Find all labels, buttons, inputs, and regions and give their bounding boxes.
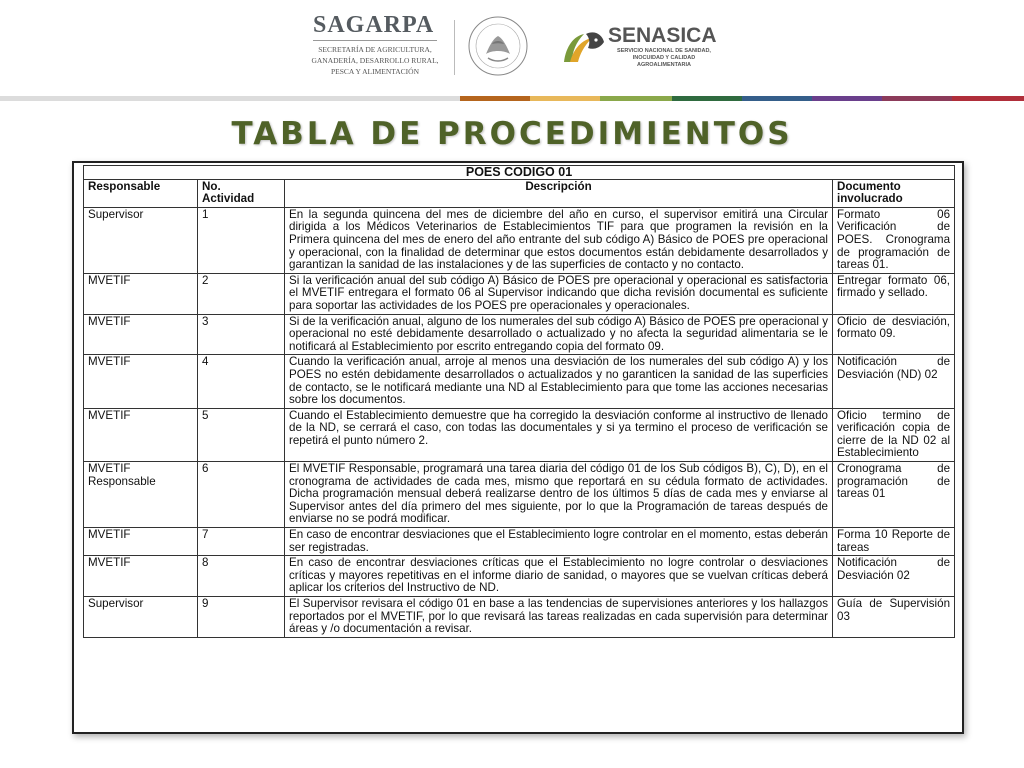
sagarpa-subtitle-line: PESCA Y ALIMENTACIÓN <box>330 67 419 76</box>
cell-responsable: MVETIF <box>84 314 198 355</box>
table-header-row <box>84 179 955 207</box>
cell-documento: Forma 10 Reporte de tareas <box>833 528 955 556</box>
sagarpa-subtitle-line: GANADERÍA, DESARROLLO RURAL, <box>311 56 439 65</box>
cell-no: 3 <box>198 314 285 355</box>
cell-documento: Oficio termino de verificación copia de cierre de la ND 02 al Establecimiento <box>833 408 955 461</box>
header-line: No. <box>202 179 221 193</box>
cell-documento: Guía de Supervisión 03 <box>833 597 955 638</box>
procedures-table <box>83 165 955 638</box>
senasica-logo-icon <box>560 26 606 66</box>
color-bar-segment <box>882 96 952 101</box>
cell-descripcion: Cuando el Establecimiento demuestre que ha corregido la desviación conforme al instructivo de llenado de la ND, se cerrará el caso, con todas las documentales y si ya termino el proceso de verificación se repetirá el punto número 2. <box>285 408 833 461</box>
cell-descripcion: En la segunda quincena del mes de diciembre del año en curso, el supervisor emitirá una Circular dirigida a los Médicos Veterinarios de Establecimientos TIF para que programen la revisión en la Primera quincena del mes de enero del año entrante del sub código A) Básico de POES pre operacional y operacional, con la finalidad de determinar que estos documentos están debidamente desarrollados y garantizan la sanidad de las instalaciones y de las superficies de contacto y no contacto. <box>285 207 833 273</box>
cell-descripcion: El Supervisor revisara el código 01 en base a las tendencias de supervisiones anteriores y los hallazgos reportados por el MVETIF, por lo que revisará las tareas realizadas en cada supervisión para determinar áreas y /o documentación a revisar. <box>285 597 833 638</box>
cell-documento: Cronograma de programación de tareas 01 <box>833 462 955 528</box>
table-row <box>84 355 955 408</box>
color-bar-segment <box>600 96 672 101</box>
cell-documento: Notificación de Desviación 02 <box>833 556 955 597</box>
table-row <box>84 408 955 461</box>
cell-descripcion: En caso de encontrar desviaciones que el Establecimiento logre controlar en el momento, estas deberán ser registradas. <box>285 528 833 556</box>
senasica-subtitle-line: SERVICIO NACIONAL DE SANIDAD, <box>617 48 711 54</box>
logo-divider <box>454 20 455 75</box>
table-row <box>84 273 955 314</box>
header-documento <box>833 179 955 207</box>
header-no-actividad <box>198 179 285 207</box>
cell-no: 7 <box>198 528 285 556</box>
table-row <box>84 314 955 355</box>
senasica-subtitle-line: INOCUIDAD Y CALIDAD <box>632 55 696 61</box>
header-responsable: Responsable <box>84 179 198 207</box>
sagarpa-logo-subtitle <box>305 44 445 77</box>
table-caption-row <box>84 166 955 180</box>
cell-descripcion: El MVETIF Responsable, programará una tarea diaria del código 01 de los Sub códigos B), C), D), en el cronograma de actividades de cada mes, mismo que reportará en su cédula formato de actividades. Dicha programación mensual deberá realizarse dentro de los últimos 5 días de cada mes y enviarse al Supervisor antes del día primero del mes siguiente, por lo que la Programación de tareas después de enviarse no se podrá modificar. <box>285 462 833 528</box>
header-line: Documento <box>837 179 901 193</box>
table-row <box>84 462 955 528</box>
senasica-logo-title: SENASICA <box>608 24 717 47</box>
cell-documento: Oficio de desviación, formato 09. <box>833 314 955 355</box>
mexican-seal-icon <box>466 14 530 78</box>
table-row <box>84 207 955 273</box>
cell-descripcion: Cuando la verificación anual, arroje al menos una desviación de los numerales del sub código A) y los POES no estén debidamente desarrollados o actualizados y no garanticen la sanidad de las superficies de contacto, se le notificará mediante una ND al Establecimiento para que tome las acciones necesarias sobre los documentos. <box>285 355 833 408</box>
cell-responsable: MVETIF <box>84 273 198 314</box>
cell-responsable: Supervisor <box>84 597 198 638</box>
cell-responsable: MVETIF <box>84 408 198 461</box>
sagarpa-logo-title: SAGARPA <box>313 12 435 38</box>
cell-descripcion: Si de la verificación anual, alguno de los numerales del sub código A) Básico de POES pre operacional y operacional no esté debidamente desarrollado o actualizado y no afecta la seguridad alimentaria se le notificará al Establecimiento por escrito entregando copia del formato 09. <box>285 314 833 355</box>
cell-descripcion: Si la verificación anual del sub código A) Básico de POES pre operacional y operacional es satisfactoria el MVETIF entregara el formato 06 al Supervisor indicando que dicha revisión documental es suficiente para soportar las actividades de los POES pre operacionales y operacionales. <box>285 273 833 314</box>
table-row <box>84 528 955 556</box>
cell-no: 4 <box>198 355 285 408</box>
cell-no: 1 <box>198 207 285 273</box>
cell-documento: Formato 06 Verificación de POES. Cronograma de programación de tareas 01. <box>833 207 955 273</box>
cell-documento: Entregar formato 06, firmado y sellado. <box>833 273 955 314</box>
cell-descripcion: En caso de encontrar desviaciones críticas que el Establecimiento no logre controlar o desviaciones críticas y mayores repetitivas en el informe diario de sanidad, o mayores que se vuelvan críticas deberá aplicar los criterios del Instructivo de ND. <box>285 556 833 597</box>
cell-no: 6 <box>198 462 285 528</box>
senasica-subtitle-line: AGROALIMENTARIA <box>637 62 691 68</box>
color-bar-segment <box>0 96 460 101</box>
cell-documento: Notificación de Desviación (ND) 02 <box>833 355 955 408</box>
cell-no: 2 <box>198 273 285 314</box>
cell-no: 9 <box>198 597 285 638</box>
header-line: involucrado <box>837 192 903 206</box>
slide-header <box>0 0 1024 95</box>
color-bar-segment <box>530 96 600 101</box>
table-caption: POES CODIGO 01 <box>84 166 955 180</box>
color-bar-segment <box>812 96 882 101</box>
cell-responsable: MVETIF Responsable <box>84 462 198 528</box>
sagarpa-subtitle-line: SECRETARÍA DE AGRICULTURA, <box>318 45 432 54</box>
table-row <box>84 556 955 597</box>
header-line: Actividad <box>202 192 255 206</box>
table-row <box>84 597 955 638</box>
senasica-logo-subtitle <box>610 48 718 69</box>
page-title: TABLA DE PROCEDIMIENTOS <box>231 116 793 152</box>
cell-responsable: MVETIF <box>84 528 198 556</box>
cell-responsable: MVETIF <box>84 355 198 408</box>
header-descripcion: Descripción <box>285 179 833 207</box>
cell-responsable: Supervisor <box>84 207 198 273</box>
cell-responsable: MVETIF <box>84 556 198 597</box>
color-bar-segment <box>672 96 742 101</box>
color-bar-segment <box>952 96 1024 101</box>
cell-no: 8 <box>198 556 285 597</box>
cell-no: 5 <box>198 408 285 461</box>
color-bar-segment <box>742 96 812 101</box>
color-bar-segment <box>460 96 530 101</box>
sagarpa-logo-rule <box>313 40 437 41</box>
